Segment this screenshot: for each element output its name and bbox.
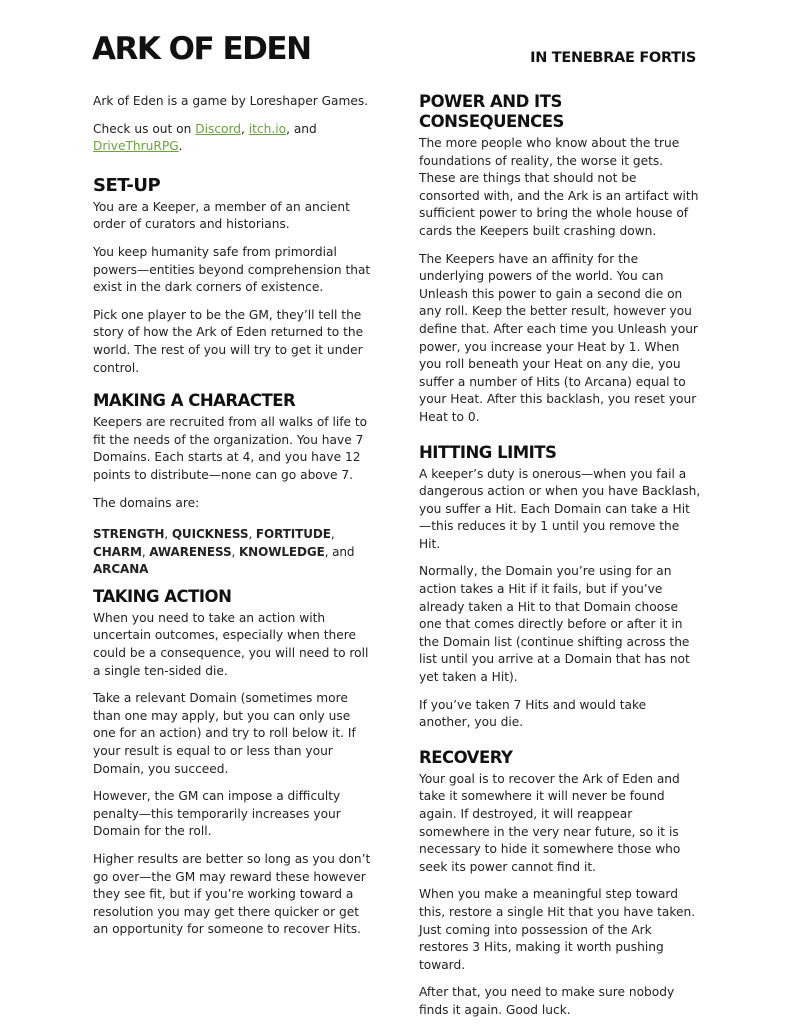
- setup-heading: SET-UP: [93, 174, 161, 196]
- recovery-paragraph: When you make a meaningful step toward this, restore a single Hit that you have taken. Just coming into possession of the Ark restores 3 Hits, making it worth pushing toward.: [419, 887, 696, 972]
- domain-separator: ,: [248, 527, 256, 542]
- domain-separator: ,: [164, 527, 172, 542]
- action-paragraph: Take a relevant Domain (sometimes more than one may apply, but you can only use one for an action) and try to roll below it. If your result is equal to or less than your Domain, you succeed.: [93, 691, 356, 776]
- links-prefix: Check us out on: [93, 121, 196, 136]
- page-subtitle: IN TENEBRAE FORTIS: [530, 50, 696, 66]
- action-paragraph: However, the GM can impose a difficulty penalty—this temporarily increases your Domain for the roll.: [93, 789, 341, 839]
- domain-awareness: AWARENESS: [149, 544, 232, 559]
- power-paragraph: The Keepers have an affinity for the underlying powers of the world. You can Unleash this power to gain a second die on any roll. Keep the better result, however you define that. After each time you Unleash your power, you increase your Heat by 1. When you roll beneath your Heat on any die, you suffer a number of Hits (to Arcana) equal to your Heat. After this backlash, you reset your Heat to 0.: [419, 251, 698, 424]
- domain-separator: ,: [141, 544, 150, 559]
- character-heading: MAKING A CHARACTER: [93, 391, 296, 411]
- links-separator: ,: [241, 121, 249, 136]
- recovery-paragraph: After that, you need to make sure nobody finds it again. Good luck.: [419, 985, 675, 1017]
- intro-text: Ark of Eden is a game by Loreshaper Games.: [93, 94, 369, 108]
- action-paragraph: Higher results are better so long as you don’t go over—the GM may reward these however they see fit, but if you’re working toward a resolution you may get there quicker or get an opportunity for someone to recover Hits.: [93, 852, 371, 937]
- domain-quickness: QUICKNESS: [171, 527, 249, 542]
- setup-paragraph: You keep humanity safe from primordial powers—entities beyond comprehension that exist in the dark corners of existence.: [93, 244, 371, 295]
- domain-strength: STRENGTH: [93, 527, 165, 542]
- domain-arcana: ARCANA: [93, 562, 149, 577]
- domain-knowledge: KNOWLEDGE: [238, 544, 325, 559]
- recovery-heading: RECOVERY: [419, 747, 513, 767]
- action-heading: TAKING ACTION: [93, 586, 232, 606]
- links-separator-and: , and: [286, 121, 317, 136]
- drivethrurpg-link[interactable]: DriveThruRPG: [93, 139, 179, 154]
- right-column: [419, 92, 701, 1030]
- limits-paragraph: A keeper’s duty is onerous—when you fail a dangerous action or when you have Backlash, you suffer a Hit. Each Domain can take a Hit—this reduces it by 1 until you remove the Hit.: [419, 466, 701, 551]
- power-heading: POWER AND ITS CONSEQUENCES: [419, 92, 564, 131]
- discord-link[interactable]: Discord: [195, 121, 242, 136]
- links-end: .: [178, 139, 183, 154]
- domain-charm: CHARM: [93, 544, 142, 559]
- limits-paragraph: Normally, the Domain you’re using for an action takes a Hit if it fails, but if you’ve already taken a Hit to that Domain choose one that comes directly before or after it in the Domain list (continue shifting across the list until you arrive at a Domain that has not yet taken a Hit).: [419, 564, 690, 685]
- links-paragraph: [93, 121, 375, 156]
- left-column: [93, 93, 375, 949]
- itchio-link[interactable]: itch.io: [248, 121, 287, 136]
- setup-paragraph: You are a Keeper, a member of an ancient order of curators and historians.: [93, 199, 350, 232]
- page-title: ARK OF EDEN: [92, 31, 311, 67]
- setup-paragraph: Pick one player to be the GM, they’ll tell the story of how the Ark of Eden returned to the world. The rest of you will try to get it under control.: [93, 307, 364, 375]
- domains-list: [93, 526, 375, 579]
- action-paragraph: When you need to take an action with uncertain outcomes, especially when there could be a consequence, you will need to roll a single ten-sided die.: [93, 610, 369, 678]
- power-paragraph: The more people who know about the true foundations of reality, the worse it gets. These are things that should not be consorted with, and the Ark is an artifact with sufficient power to bring the whole house of cards the Keepers built crashing down.: [419, 136, 699, 238]
- character-paragraph: The domains are:: [93, 495, 200, 510]
- character-paragraph: Keepers are recruited from all walks of life to fit the needs of the organization. You have 7 Domains. Each starts at 4, and you have 12 points to distribute—none can go above 7.: [93, 415, 368, 482]
- domain-separator: ,: [231, 544, 239, 559]
- domain-separator: ,: [330, 527, 335, 542]
- domain-fortitude: FORTITUDE: [255, 527, 331, 542]
- limits-heading: HITTING LIMITS: [419, 442, 557, 462]
- recovery-paragraph: Your goal is to recover the Ark of Eden and take it somewhere it will never be found again. If destroyed, it will reappear somewhere in the very near future, so it is necessary to hide it somewhere those who seek its power cannot find it.: [419, 771, 681, 874]
- limits-paragraph: If you’ve taken 7 Hits and would take another, you die.: [419, 697, 647, 730]
- domain-separator-and: , and: [324, 544, 355, 559]
